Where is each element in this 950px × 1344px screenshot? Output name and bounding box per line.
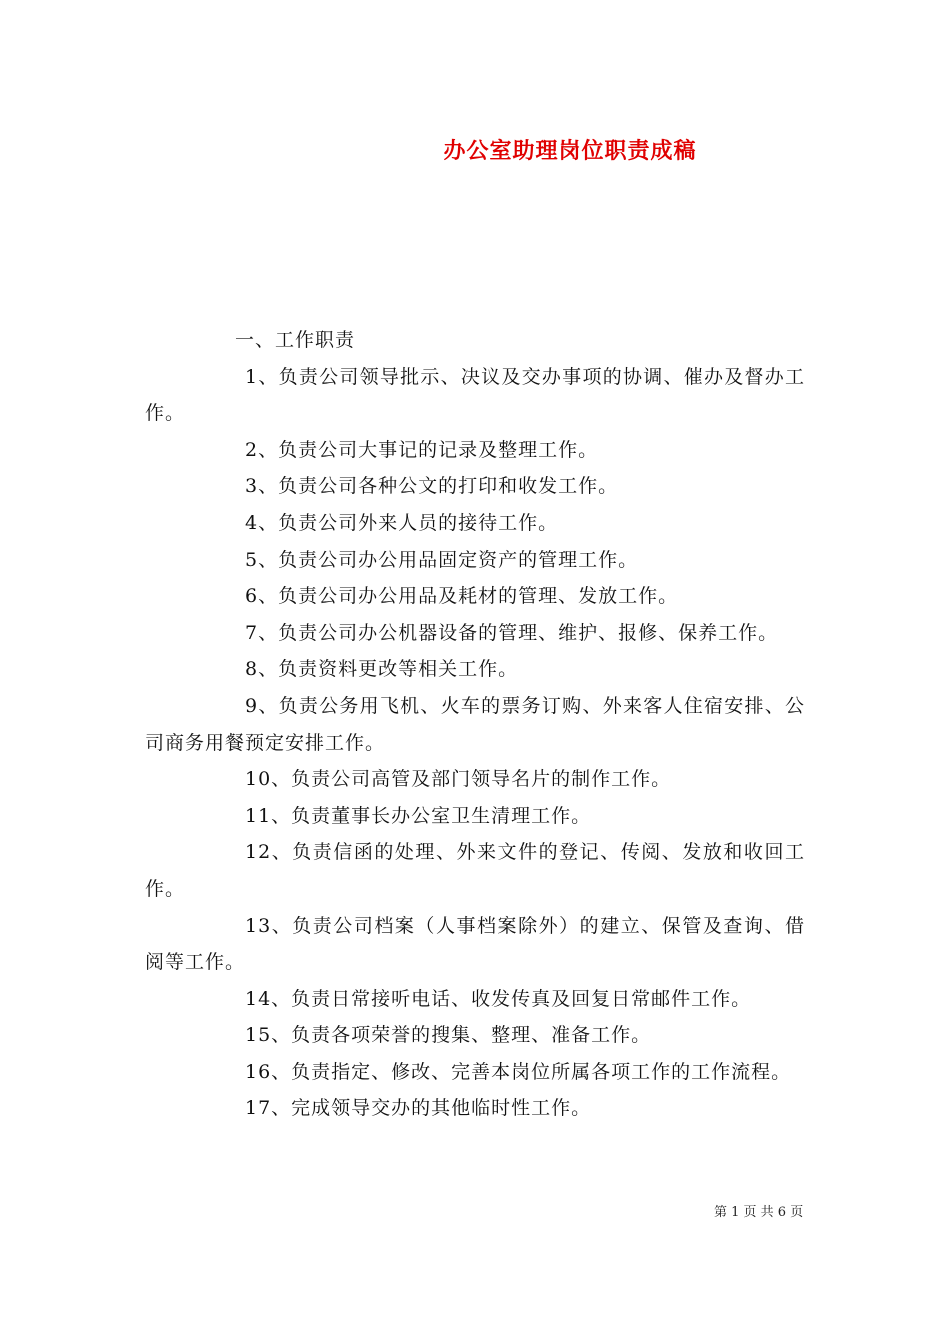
- duty-item-14: 14、负责日常接听电话、收发传真及回复日常邮件工作。: [245, 987, 752, 1010]
- duty-item-5: 5、负责公司办公用品固定资产的管理工作。: [245, 548, 639, 571]
- duty-item-9: 9、负责公务用飞机、火车的票务订购、外来客人住宿安排、公司商务用餐预定安排工作。: [145, 694, 805, 754]
- document-title: 办公室助理岗位职责成稿: [443, 138, 697, 164]
- duty-item-2: 2、负责公司大事记的记录及整理工作。: [245, 438, 599, 461]
- document-body: [145, 322, 805, 1127]
- duty-item-11: 11、负责董事长办公室卫生清理工作。: [245, 804, 592, 827]
- duty-item-13: 13、负责公司档案（人事档案除外）的建立、保管及查询、借阅等工作。: [145, 914, 805, 974]
- duty-item-12: 12、负责信函的处理、外来文件的登记、传阅、发放和收回工作。: [145, 841, 805, 900]
- duty-item-10: 10、负责公司高管及部门领导名片的制作工作。: [245, 768, 672, 791]
- duty-item-6: 6、负责公司办公用品及耗材的管理、发放工作。: [245, 585, 679, 608]
- page-footer: 第 1 页 共 6 页: [714, 1205, 804, 1220]
- section-heading: 一、工作职责: [235, 329, 356, 351]
- duty-item-1: 1、负责公司领导批示、决议及交办事项的协调、催办及督办工作。: [145, 365, 805, 425]
- duty-item-17: 17、完成领导交办的其他临时性工作。: [245, 1097, 592, 1120]
- duty-list: [145, 359, 805, 1127]
- duty-item-15: 15、负责各项荣誉的搜集、整理、准备工作。: [245, 1024, 652, 1047]
- duty-item-8: 8、负责资料更改等相关工作。: [245, 658, 519, 681]
- duty-item-4: 4、负责公司外来人员的接待工作。: [245, 511, 559, 534]
- duty-item-7: 7、负责公司办公机器设备的管理、维护、报修、保养工作。: [245, 621, 779, 644]
- duty-item-16: 16、负责指定、修改、完善本岗位所属各项工作的工作流程。: [245, 1060, 792, 1083]
- duty-item-3: 3、负责公司各种公文的打印和收发工作。: [245, 475, 619, 498]
